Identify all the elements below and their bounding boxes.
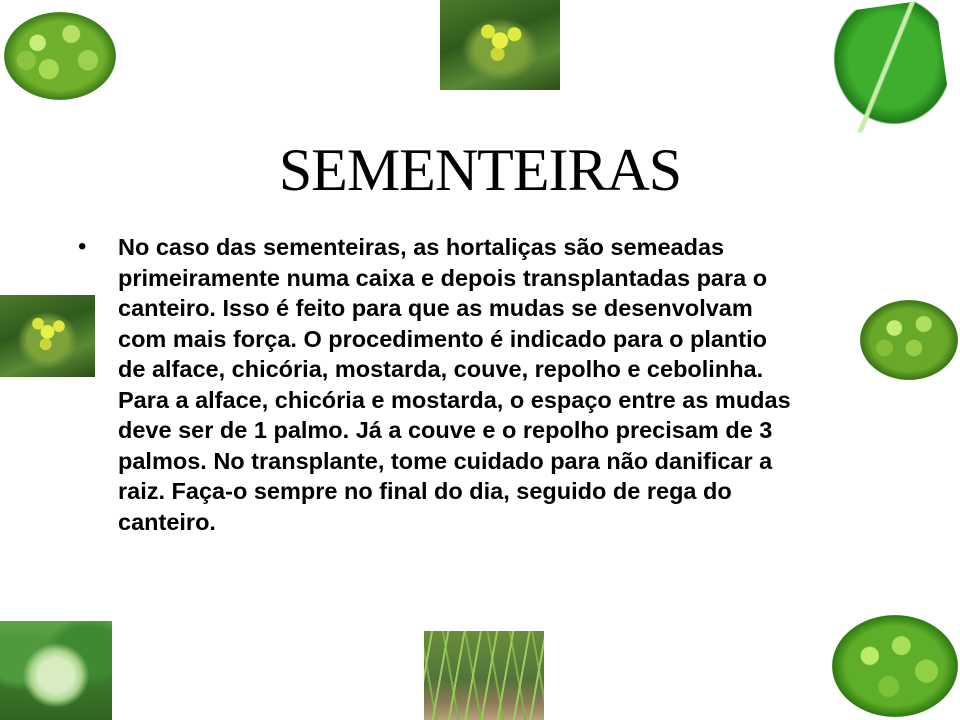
lettuce-image-top-left xyxy=(4,12,116,100)
leaf-image-top-right xyxy=(824,0,952,135)
text-line: de alface, chicória, mostarda, couve, repolho e cebolinha. xyxy=(118,356,764,382)
text-line: palmos. No transplante, tome cuidado para não danificar a xyxy=(118,447,773,474)
text-line: No caso das sementeiras, as hortaliças são semeadas xyxy=(118,234,725,260)
paragraph-text xyxy=(118,232,888,537)
text-line: raiz. Faça-o sempre no final do dia, seguido de rega do xyxy=(118,478,732,504)
text-line: canteiro. Isso é feito para que as mudas se desenvolvam xyxy=(118,295,753,321)
bullet-marker: • xyxy=(78,233,87,260)
lettuce-image-bottom-right xyxy=(832,615,958,717)
cabbage-image-bottom-left xyxy=(0,621,112,720)
bullet-paragraph xyxy=(78,232,888,537)
mustard-flower-image-top xyxy=(440,0,560,90)
scallion-image-bottom xyxy=(424,631,544,720)
text-line: com mais força. O procedimento é indicado para o plantio xyxy=(118,325,767,352)
text-line: Para a alface, chicória e mostarda, o espaço entre as mudas xyxy=(118,386,791,413)
text-line: primeiramente numa caixa e depois transplantadas para o xyxy=(118,264,768,291)
text-line: canteiro. xyxy=(118,508,216,535)
text-line: deve ser de 1 palmo. Já a couve e o repolho precisam de 3 xyxy=(118,417,773,443)
slide-title: SEMENTEIRAS xyxy=(278,137,682,203)
